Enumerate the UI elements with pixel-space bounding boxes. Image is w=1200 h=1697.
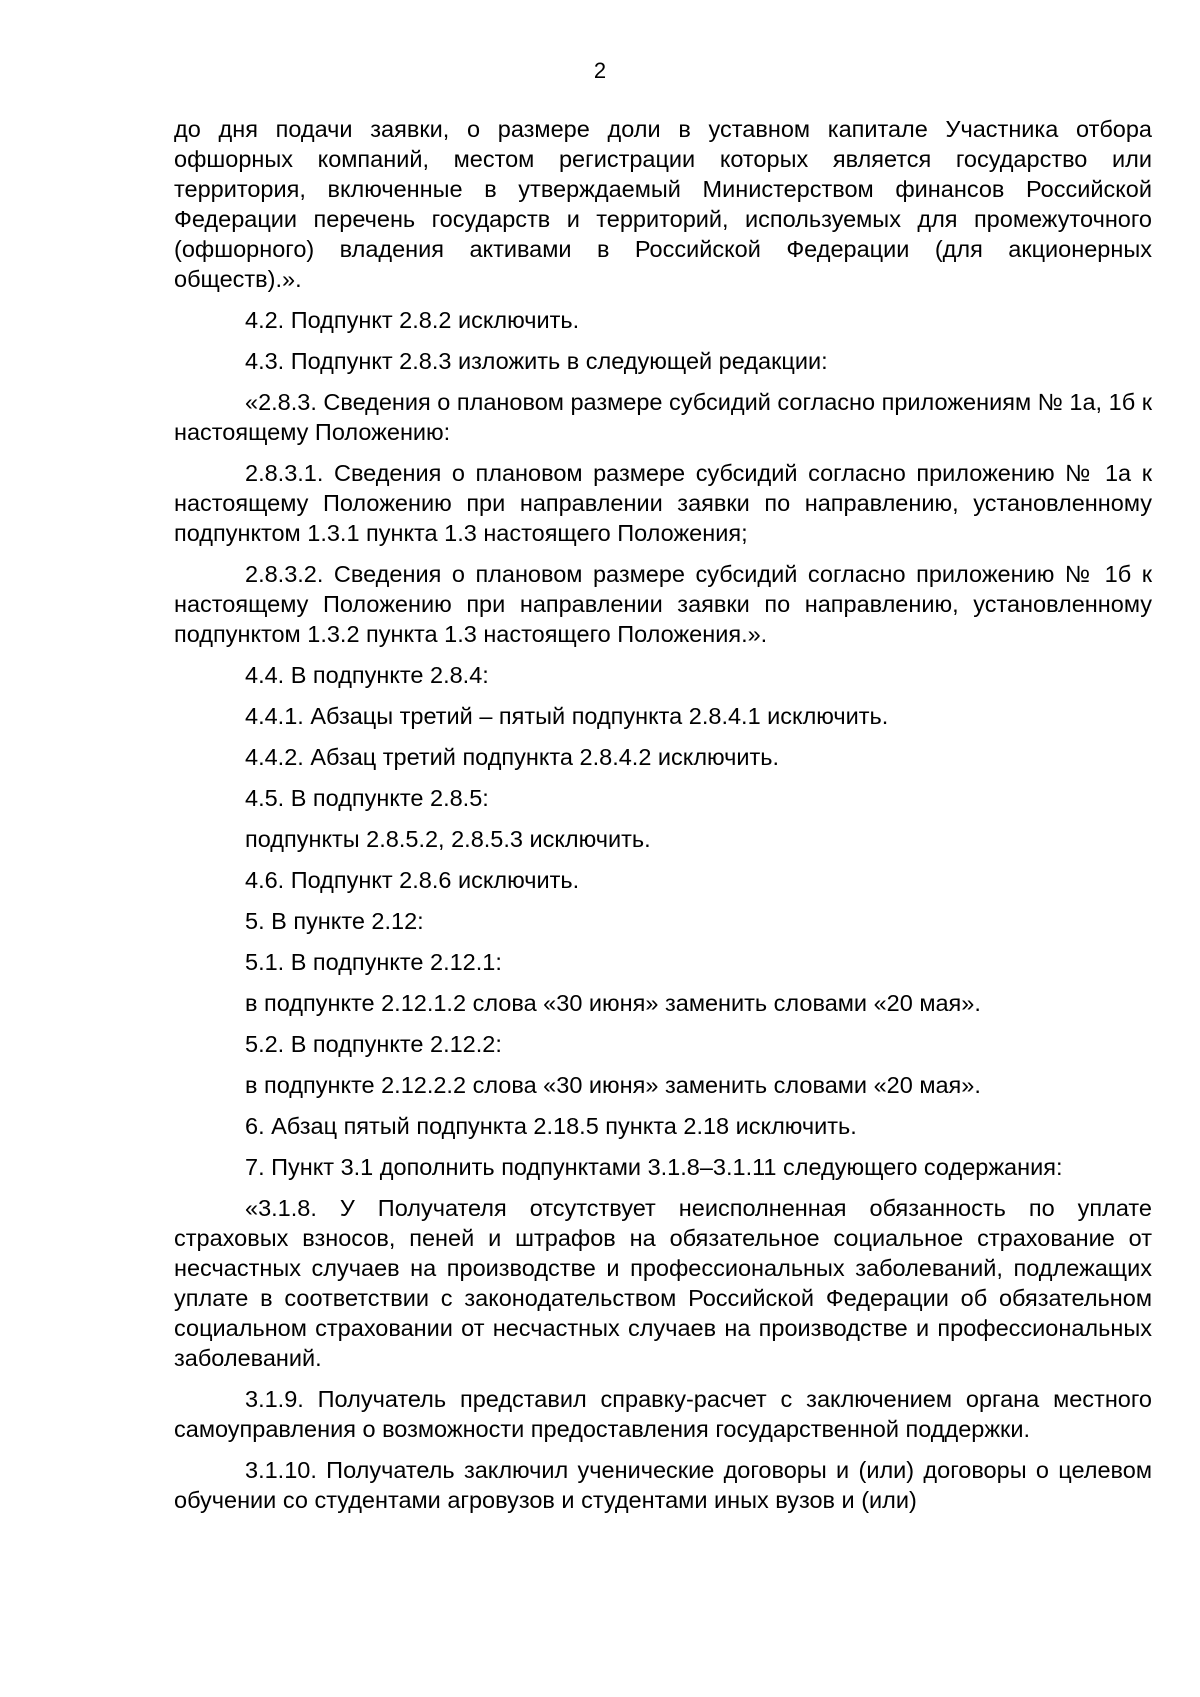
paragraph-4-4-2: 4.4.2. Абзац третий подпункта 2.8.4.2 исключить. <box>245 744 780 770</box>
paragraph-5-2: 5.2. В подпункте 2.12.2: <box>245 1031 502 1057</box>
paragraph-4-5: 4.5. В подпункте 2.8.5: <box>245 785 489 811</box>
paragraph-4-6: 4.6. Подпункт 2.8.6 исключить. <box>245 867 580 893</box>
paragraph-4-3: 4.3. Подпункт 2.8.3 изложить в следующей редакции: <box>245 348 828 374</box>
paragraph-5-1: 5.1. В подпункте 2.12.1: <box>245 949 502 975</box>
paragraph-offshore-info: до дня подачи заявки, о размере доли в уставном капитале Участника отбора офшорных компаний, местом регистрации которых является государство или территория, включенные в утверждаемый Министерством финансов Российской Федерации перечень государств и территорий, используемых для промежуточного (офшорного) владения активами в Российской Федерации (для акционерных обществ).». <box>174 116 1152 292</box>
paragraph-2-8-3-2: 2.8.3.2. Сведения о плановом размере субсидий согласно приложению № 1б к настоящему Положению при направлении заявки по направлению, установленному подпунктом 1.3.2 пункта 1.3 настоящего Положения.». <box>174 561 1152 647</box>
paragraph-2-8-3: «2.8.3. Сведения о плановом размере субсидий согласно приложениям № 1а, 1б к настоящему Положению: <box>174 389 1152 445</box>
paragraph-4-4: 4.4. В подпункте 2.8.4: <box>245 662 489 688</box>
paragraph-2-8-3-1: 2.8.3.1. Сведения о плановом размере субсидий согласно приложению № 1а к настоящему Положению при направлении заявки по направлению, установленному подпунктом 1.3.1 пункта 1.3 настоящего Положения; <box>174 460 1152 546</box>
paragraph-4-5-sub: подпункты 2.8.5.2, 2.8.5.3 исключить. <box>245 826 651 852</box>
paragraph-4-2: 4.2. Подпункт 2.8.2 исключить. <box>245 307 580 333</box>
paragraph-4-4-1: 4.4.1. Абзацы третий – пятый подпункта 2.8.4.1 исключить. <box>245 703 889 729</box>
page-number: 2 <box>593 58 607 83</box>
paragraph-6: 6. Абзац пятый подпункта 2.18.5 пункта 2.18 исключить. <box>245 1113 857 1139</box>
paragraph-5: 5. В пункте 2.12: <box>245 908 424 934</box>
paragraph-5-2-sub: в подпункте 2.12.2.2 слова «30 июня» заменить словами «20 мая». <box>245 1072 981 1098</box>
paragraph-3-1-10: 3.1.10. Получатель заключил ученические договоры и (или) договоры о целевом обучении со студентами агровузов и студентами иных вузов и (или) <box>174 1457 1152 1513</box>
paragraph-5-1-sub: в подпункте 2.12.1.2 слова «30 июня» заменить словами «20 мая». <box>245 990 981 1016</box>
paragraph-7: 7. Пункт 3.1 дополнить подпунктами 3.1.8–3.1.11 следующего содержания: <box>245 1154 1063 1180</box>
paragraph-3-1-9: 3.1.9. Получатель представил справку-расчет с заключением органа местного самоуправления о возможности предоставления государственной поддержки. <box>174 1386 1152 1442</box>
paragraph-3-1-8: «3.1.8. У Получателя отсутствует неисполненная обязанность по уплате страховых взносов, пеней и штрафов на обязательное социальное страхование от несчастных случаев на производстве и профессиональных заболеваний, подлежащих уплате в соответствии с законодательством Российской Федерации об обязательном социальном страховании от несчастных случаев на производстве и профессиональных заболеваний. <box>174 1195 1152 1371</box>
document-body <box>174 114 1152 1526</box>
